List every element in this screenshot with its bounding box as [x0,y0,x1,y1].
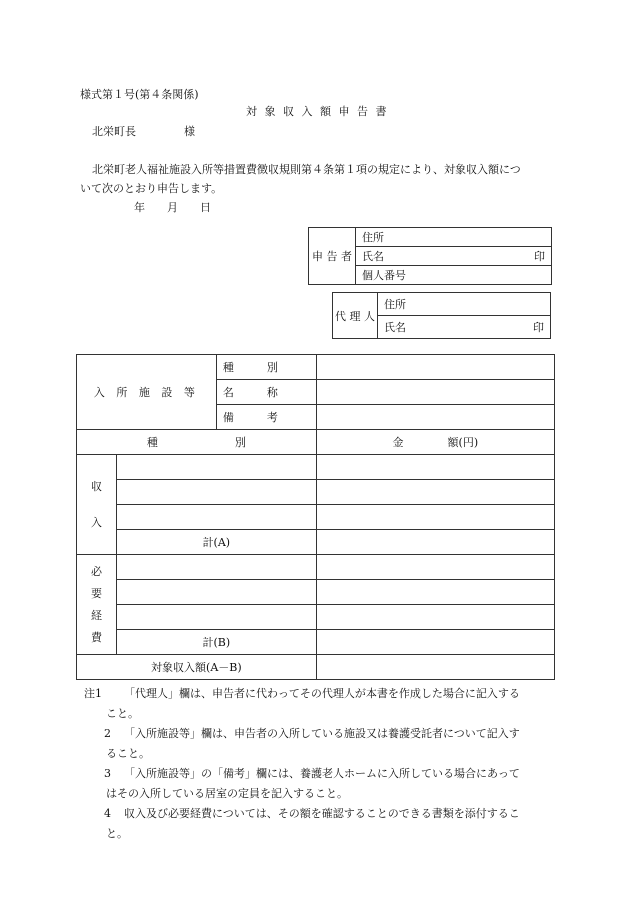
note-1-line-2: こと。 [106,707,139,720]
facility-type-label: 種 別 [216,355,316,380]
applicant-name-label: 氏名 [362,250,384,263]
note-1-number: 注1 [84,687,102,700]
facility-name-field[interactable] [316,380,554,405]
form-number: 様式第１号(第４条関係) [80,88,199,101]
note-1 [84,684,554,724]
applicant-id-field[interactable] [356,266,552,285]
facility-label: 入 所 施 設 等 [77,355,217,430]
note-4-line-2: と。 [106,827,128,840]
amount-header: 金 額(円) [316,430,554,455]
agent-name-field[interactable] [378,316,551,339]
applicant-seal: 印 [534,250,545,263]
income-item-2[interactable] [116,480,316,505]
income-item-3[interactable] [116,505,316,530]
expense-item-3[interactable] [116,605,316,630]
expense-amount-3[interactable] [316,605,554,630]
facility-name-label: 名 称 [216,380,316,405]
expense-item-1[interactable] [116,555,316,580]
income-item-1[interactable] [116,455,316,480]
note-4-number: 4 [104,807,111,820]
note-4-line-1: 収入及び必要経費については、その額を確認することのできる書類を添付するこ [124,807,520,820]
expense-amount-2[interactable] [316,580,554,605]
note-2 [84,724,554,764]
agent-seal: 印 [533,321,544,334]
date-line: 年 月 日 [134,201,211,214]
facility-remarks-label: 備 考 [216,405,316,430]
income-amount-1[interactable] [316,455,554,480]
applicant-address-field[interactable] [356,228,552,247]
applicant-id-label: 個人番号 [362,269,406,282]
paragraph-line-2: いて次のとおり申告します。 [80,182,223,195]
applicant-table [308,227,552,285]
note-2-line-2: ること。 [106,747,150,760]
note-3-line-2: はその入所している居室の定員を記入すること。 [106,787,348,800]
expense-total-label: 計(B) [116,630,316,655]
facility-remarks-field[interactable] [316,405,554,430]
note-3-line-1: 「入所施設等」の「備考」欄には、養護老人ホームに入所している場合にあって [124,767,520,780]
income-amount-2[interactable] [316,480,554,505]
applicant-name-field[interactable] [356,247,552,266]
agent-address-label: 住所 [384,298,406,311]
agent-label: 代 理 人 [333,293,378,339]
expense-total-amount[interactable] [316,630,554,655]
document-title: 対 象 収 入 額 申 告 書 [246,105,389,118]
note-2-number: 2 [104,727,111,740]
expense-label: 必 要 経 費 [77,555,117,655]
income-label: 収 入 [77,455,117,555]
honorific: 様 [184,125,195,138]
addressee: 北栄町長 [92,125,136,138]
paragraph-line-1: 北栄町老人福祉施設入所等措置費徴収規則第４条第１項の規定により、対象収入額につ [92,163,521,176]
main-table [76,354,555,680]
agent-table [332,292,551,339]
income-amount-3[interactable] [316,505,554,530]
expense-amount-1[interactable] [316,555,554,580]
net-income-label: 対象収入額(A－B) [77,655,317,680]
agent-address-field[interactable] [378,293,551,316]
expense-item-2[interactable] [116,580,316,605]
note-3-number: 3 [104,767,111,780]
note-3 [84,764,554,804]
note-2-line-1: 「入所施設等」欄は、申告者の入所している施設又は養護受託者について記入す [124,727,520,740]
net-income-amount[interactable] [316,655,554,680]
income-total-label: 計(A) [116,530,316,555]
kind-header: 種 別 [77,430,317,455]
facility-type-field[interactable] [316,355,554,380]
note-4 [84,804,554,844]
income-total-amount[interactable] [316,530,554,555]
note-1-line-1: 「代理人」欄は、申告者に代わってその代理人が本書を作成した場合に記入する [124,687,520,700]
agent-name-label: 氏名 [384,321,406,334]
applicant-address-label: 住所 [362,231,384,244]
applicant-label: 申 告 者 [309,228,356,285]
